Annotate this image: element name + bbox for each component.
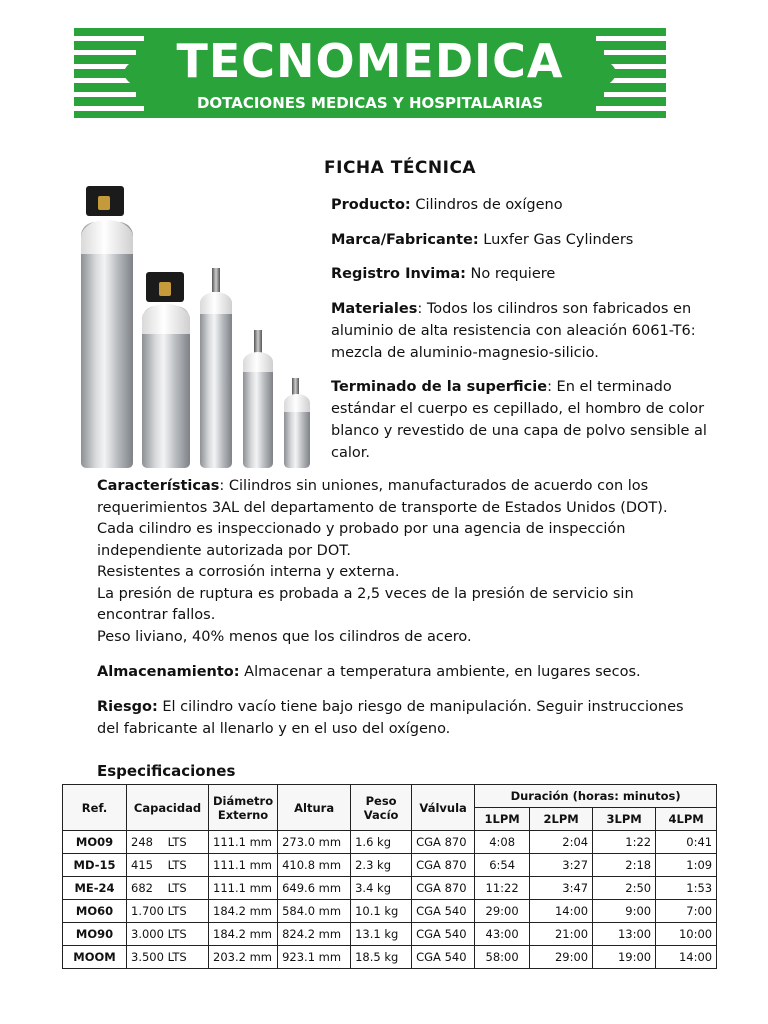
cell-weight: 1.6 kg [351, 831, 412, 854]
specifications-table [62, 784, 717, 969]
finish-value: : En el terminado estándar el cuerpo es cepillado, el hombro de color blanco y revestido de una capa de polvo sensible al calor. [331, 379, 707, 461]
cell-1lpm: 29:00 [475, 900, 530, 923]
risk-paragraph [97, 697, 707, 740]
table-row [63, 923, 717, 946]
table-row [63, 946, 717, 969]
cell-capacity: 682 LTS [127, 877, 209, 900]
header-ref: Ref. [63, 785, 127, 831]
cell-weight: 3.4 kg [351, 877, 412, 900]
cell-diameter: 203.2 mm [209, 946, 278, 969]
cell-1lpm: 6:54 [475, 854, 530, 877]
cell-height: 824.2 mm [278, 923, 351, 946]
header-2lpm: 2LPM [530, 808, 593, 831]
product-label: Producto: [331, 197, 411, 213]
cell-diameter: 111.1 mm [209, 854, 278, 877]
characteristics-p1 [97, 476, 707, 519]
materials-value: : Todos los cilindros son fabricados en aluminio de alta resistencia con aleación 6061-T6: mezcla de aluminio-magnesio-silicio. [331, 301, 696, 361]
header-4lpm: 4LPM [656, 808, 717, 831]
cell-ref: MO09 [63, 831, 127, 854]
cell-2lpm: 29:00 [530, 946, 593, 969]
header-weight: Peso Vacío [351, 785, 412, 831]
page-title: FICHA TÉCNICA [324, 158, 477, 178]
storage-label: Almacenamiento: [97, 664, 240, 680]
cell-2lpm: 2:04 [530, 831, 593, 854]
risk-value: El cilindro vacío tiene bajo riesgo de manipulación. Seguir instrucciones del fabricante al llenarlo y en el uso del oxígeno. [97, 699, 684, 737]
cell-height: 649.6 mm [278, 877, 351, 900]
cell-2lpm: 14:00 [530, 900, 593, 923]
characteristics-text-1: : Cilindros sin uniones, manufacturados de acuerdo con los requerimientos 3AL del departamento de transporte de Estados Unidos (DOT). [97, 478, 668, 516]
materials-label: Materiales [331, 301, 418, 317]
cell-2lpm: 21:00 [530, 923, 593, 946]
cell-capacity: 3.500 LTS [127, 946, 209, 969]
cell-ref: MO90 [63, 923, 127, 946]
cell-4lpm: 0:41 [656, 831, 717, 854]
cell-capacity: 1.700 LTS [127, 900, 209, 923]
cell-weight: 2.3 kg [351, 854, 412, 877]
table-row [63, 831, 717, 854]
cell-capacity: 415 LTS [127, 854, 209, 877]
cell-valve: CGA 870 [412, 854, 475, 877]
header-diameter: Diámetro Externo [209, 785, 278, 831]
cell-ref: MD-15 [63, 854, 127, 877]
finish-paragraph [331, 376, 711, 464]
header-capacity: Capacidad [127, 785, 209, 831]
invima-value: No requiere [470, 266, 556, 282]
cell-ref: ME-24 [63, 877, 127, 900]
cell-weight: 18.5 kg [351, 946, 412, 969]
cell-3lpm: 19:00 [593, 946, 656, 969]
characteristics-section [97, 476, 707, 648]
risk-label: Riesgo: [97, 699, 158, 715]
characteristics-p5: Peso liviano, 40% menos que los cilindros de acero. [97, 628, 472, 645]
cell-weight: 13.1 kg [351, 923, 412, 946]
cell-4lpm: 14:00 [656, 946, 717, 969]
oxygen-cylinders-photo [78, 182, 318, 472]
storage-paragraph [97, 662, 707, 684]
header-duration: Duración (horas: minutos) [475, 785, 717, 808]
cell-height: 923.1 mm [278, 946, 351, 969]
cell-valve: CGA 870 [412, 831, 475, 854]
cell-capacity: 3.000 LTS [127, 923, 209, 946]
specifications-title: Especificaciones [97, 762, 236, 780]
table-row [63, 900, 717, 923]
cell-2lpm: 3:27 [530, 854, 593, 877]
cell-weight: 10.1 kg [351, 900, 412, 923]
brand-value: Luxfer Gas Cylinders [483, 232, 634, 248]
cell-ref: MOOM [63, 946, 127, 969]
characteristics-p3: Resistentes a corrosión interna y externa. [97, 564, 400, 580]
cell-height: 273.0 mm [278, 831, 351, 854]
header-valve: Válvula [412, 785, 475, 831]
cell-capacity: 248 LTS [127, 831, 209, 854]
cell-1lpm: 11:22 [475, 877, 530, 900]
cell-ref: MO60 [63, 900, 127, 923]
table-row [63, 877, 717, 900]
cell-1lpm: 4:08 [475, 831, 530, 854]
cell-diameter: 111.1 mm [209, 877, 278, 900]
characteristics-p2: Cada cilindro es inspeccionado y probado por una agencia de inspección independiente autorizada por DOT. [97, 521, 626, 559]
cell-valve: CGA 870 [412, 877, 475, 900]
cell-diameter: 184.2 mm [209, 900, 278, 923]
logo-tagline: DOTACIONES MEDICAS Y HOSPITALARIAS [196, 94, 544, 112]
header-height: Altura [278, 785, 351, 831]
materials-paragraph [331, 298, 711, 364]
brand-line [331, 229, 711, 251]
logo-brand: TECNOMEDICA [176, 34, 564, 88]
product-line [331, 194, 711, 216]
invima-label: Registro Invima: [331, 266, 466, 282]
cell-1lpm: 43:00 [475, 923, 530, 946]
cell-3lpm: 1:22 [593, 831, 656, 854]
finish-label: Terminado de la superficie [331, 379, 548, 395]
cell-3lpm: 2:18 [593, 854, 656, 877]
characteristics-p4: La presión de ruptura es probada a 2,5 veces de la presión de servicio sin encontrar fallos. [97, 585, 634, 623]
cell-valve: CGA 540 [412, 900, 475, 923]
cell-height: 410.8 mm [278, 854, 351, 877]
cell-2lpm: 3:47 [530, 877, 593, 900]
cell-3lpm: 9:00 [593, 900, 656, 923]
cell-valve: CGA 540 [412, 946, 475, 969]
cell-4lpm: 1:09 [656, 854, 717, 877]
cell-4lpm: 10:00 [656, 923, 717, 946]
cell-height: 584.0 mm [278, 900, 351, 923]
table-row [63, 854, 717, 877]
characteristics-label: Características [97, 478, 220, 494]
cell-3lpm: 13:00 [593, 923, 656, 946]
cell-1lpm: 58:00 [475, 946, 530, 969]
company-logo [74, 28, 666, 118]
cell-4lpm: 7:00 [656, 900, 717, 923]
invima-line [331, 263, 711, 285]
brand-label: Marca/Fabricante: [331, 232, 479, 248]
cell-diameter: 184.2 mm [209, 923, 278, 946]
cell-3lpm: 2:50 [593, 877, 656, 900]
header-1lpm: 1LPM [475, 808, 530, 831]
cell-4lpm: 1:53 [656, 877, 717, 900]
storage-value: Almacenar a temperatura ambiente, en lugares secos. [239, 664, 641, 680]
header-3lpm: 3LPM [593, 808, 656, 831]
cell-valve: CGA 540 [412, 923, 475, 946]
product-value: Cilindros de oxígeno [415, 197, 563, 213]
cell-diameter: 111.1 mm [209, 831, 278, 854]
